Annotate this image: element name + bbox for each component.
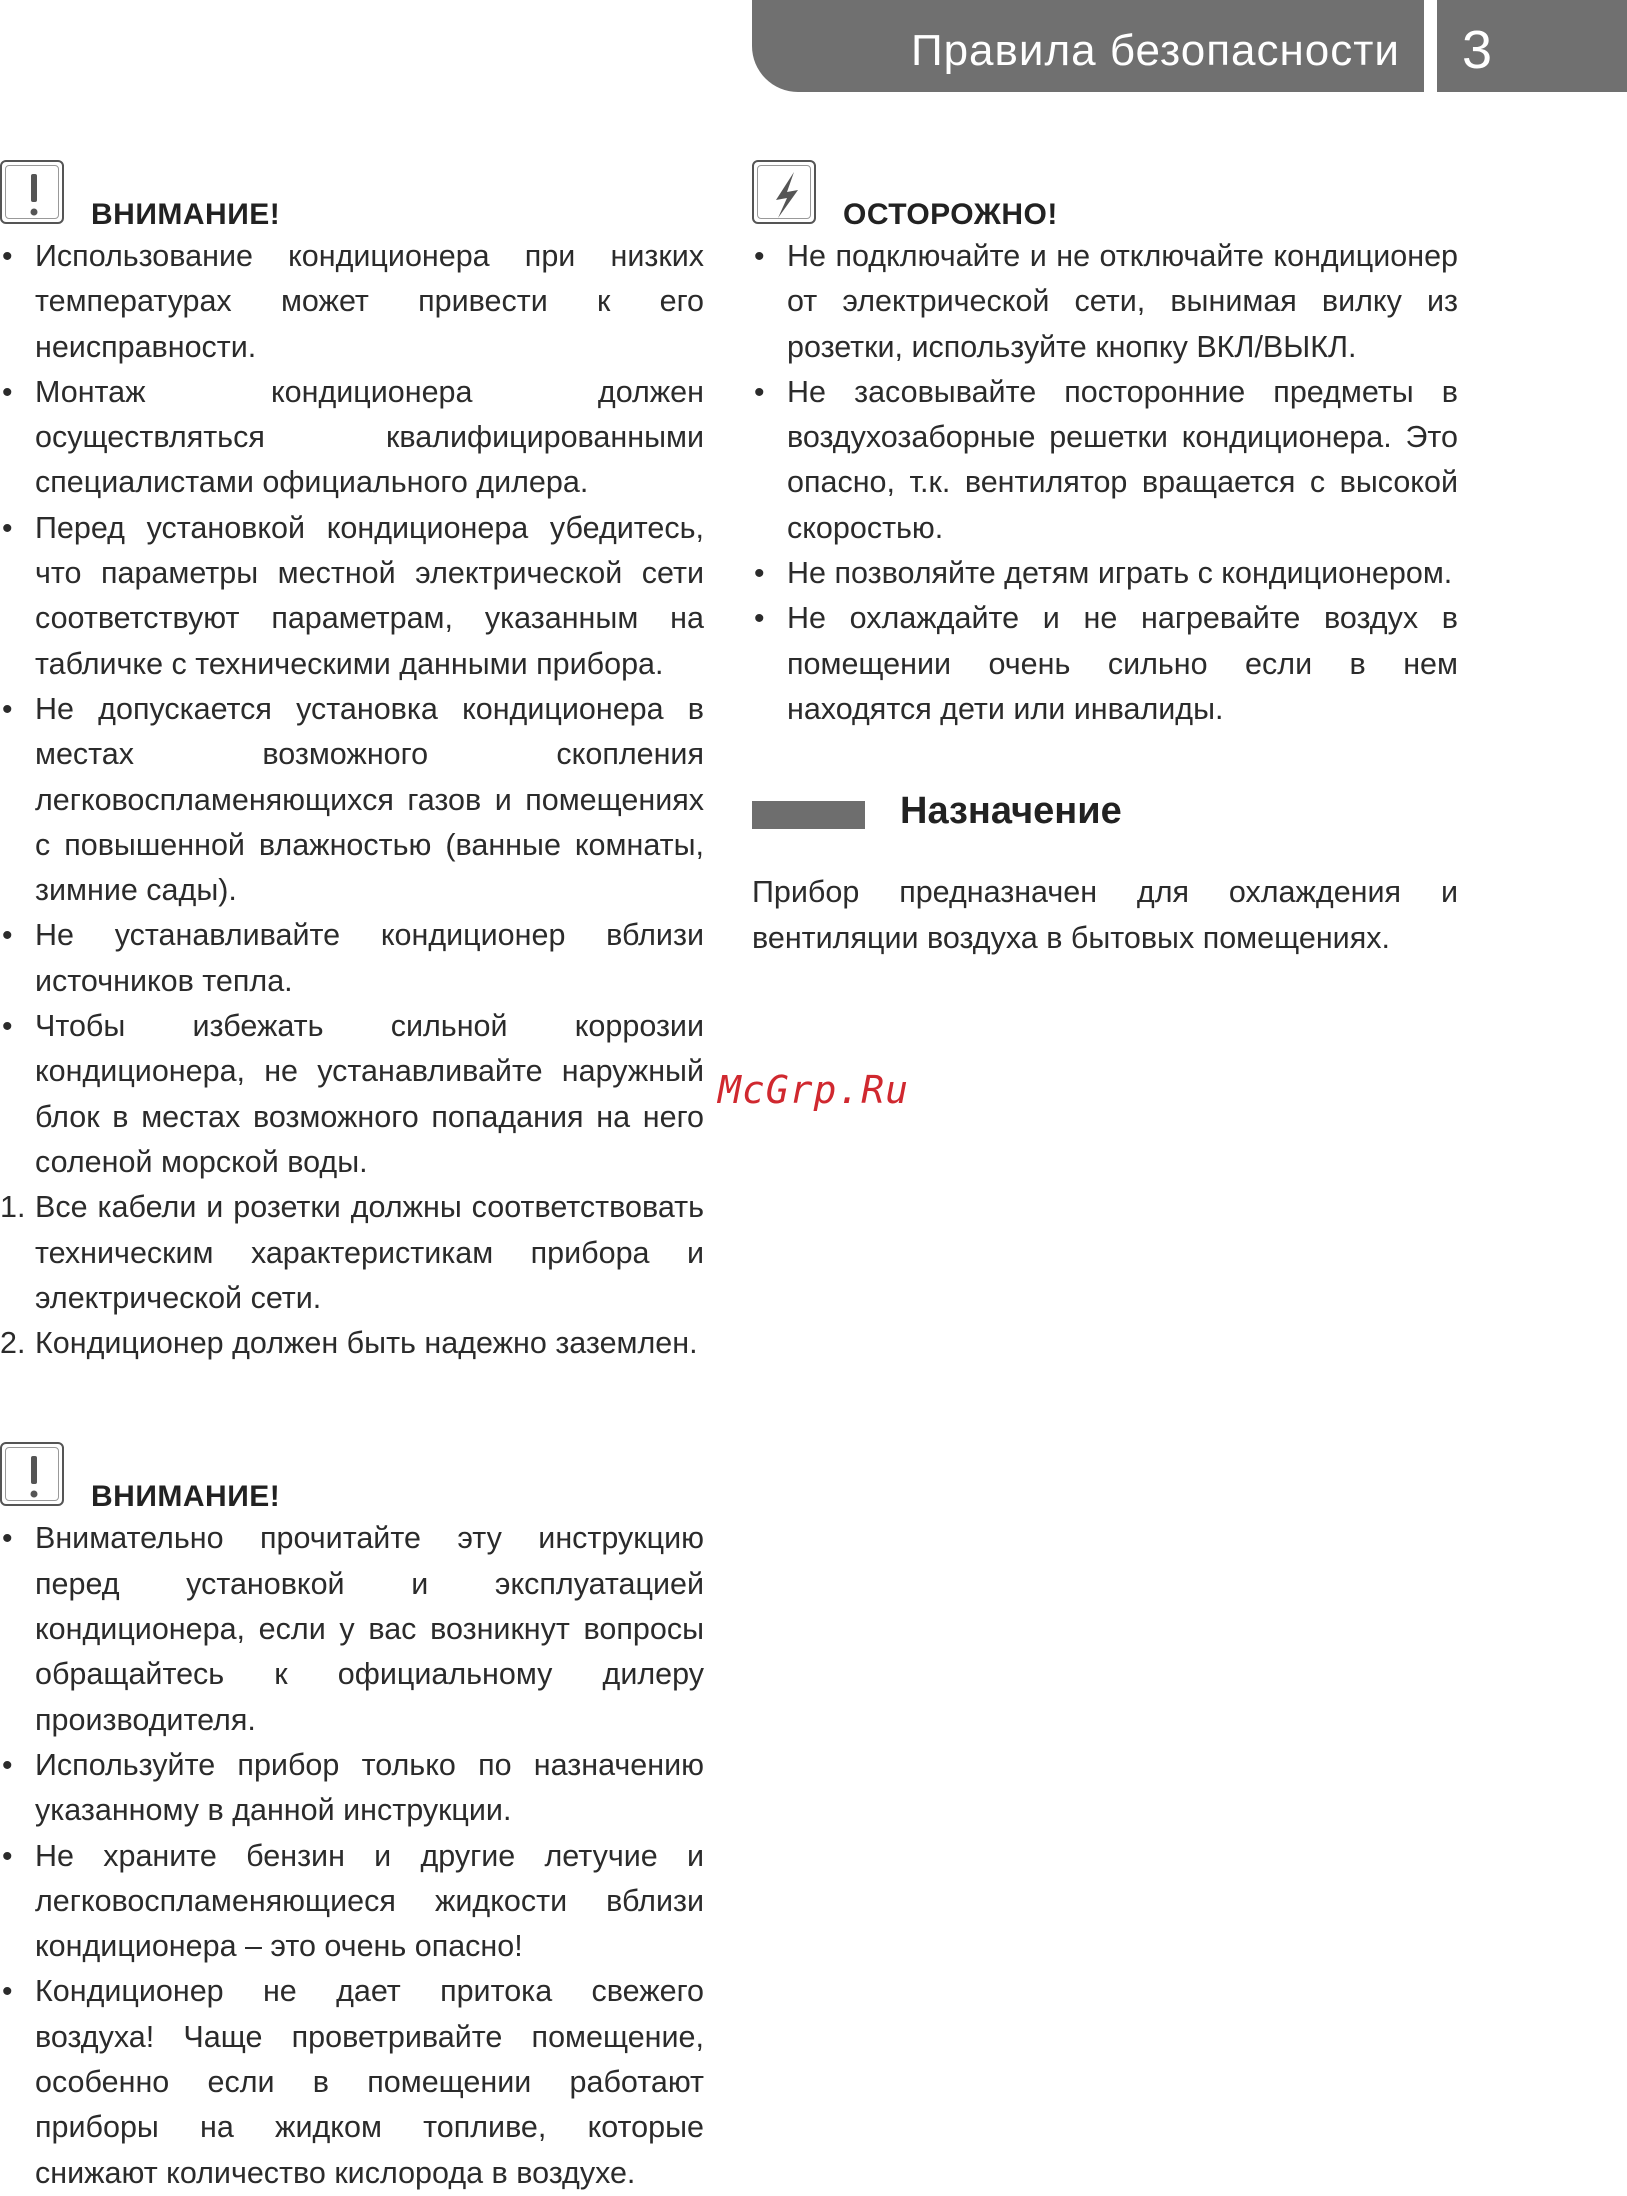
item-text: Кондиционер должен быть надежно заземлен. xyxy=(35,1326,698,1361)
list-item: • Перед установкой кондиционера убедитесь, что параметры местной электрической сети соответствуют параметрам, указанным на табличке с техническими данными прибора. xyxy=(0,506,704,687)
left-column xyxy=(0,158,704,2196)
list-item: • Используйте прибор только по назначению указанному в данной инструкции. xyxy=(0,1743,704,1834)
exclamation-icon xyxy=(0,1442,64,1506)
section-header xyxy=(752,780,1458,840)
watermark: McGrp.Ru xyxy=(718,1068,910,1112)
numbered-item xyxy=(0,1185,704,1321)
list-item: • Не подключайте и не отключайте кондиционер от электрической сети, вынимая вилку из розетки, используйте кнопку ВКЛ/ВЫКЛ. xyxy=(752,234,1458,370)
list-item: • Не охлаждайте и не нагревайте воздух в помещении очень сильно если в нем находятся дети или инвалиды. xyxy=(752,596,1458,732)
exclamation-icon xyxy=(0,160,64,224)
header-separator xyxy=(1424,0,1437,92)
list-item: • Чтобы избежать сильной коррозии кондиционера, не устанавливайте наружный блок в местах возможного попадания на него соленой морской воды. xyxy=(0,1004,704,1185)
notice-header xyxy=(0,158,704,234)
right-column xyxy=(752,158,1458,961)
list-item: • Монтаж кондиционера должен осуществляться квалифицированными специалистами официального дилера. xyxy=(0,370,704,506)
item-number: 1. xyxy=(0,1190,26,1225)
item-text: Все кабели и розетки должны соответствовать техническим характеристикам прибора и электрической сети. xyxy=(35,1190,704,1315)
notice-list xyxy=(0,234,704,1185)
notice-header xyxy=(0,1440,704,1516)
list-item: • Использование кондиционера при низких температурах может привести к его неисправности. xyxy=(0,234,704,370)
page-title: Правила безопасности xyxy=(910,26,1400,75)
lightning-icon xyxy=(752,160,816,224)
list-item: • Не храните бензин и другие летучие и легковоспламеняющиеся жидкости вблизи кондиционера – это очень опасно! xyxy=(0,1834,704,1970)
notice-list xyxy=(0,1516,704,2195)
page-number: 3 xyxy=(1461,20,1493,80)
notice-block-2 xyxy=(0,1440,704,2195)
list-item: • Не устанавливайте кондиционер вблизи источников тепла. xyxy=(0,913,704,1004)
purpose-text: Прибор предназначен для охлаждения и вентиляции воздуха в бытовых помещениях. xyxy=(752,875,1458,955)
numbered-item xyxy=(0,1321,704,1366)
notice-title: ВНИМАНИЕ! xyxy=(91,198,281,231)
list-item: • Не позволяйте детям играть с кондиционером. xyxy=(752,551,1458,596)
list-item: • Не засовывайте посторонние предметы в воздухозаборные решетки кондиционера. Это опасно, т.к. вентилятор вращается с высокой скоростью. xyxy=(752,370,1458,551)
item-number: 2. xyxy=(0,1326,26,1361)
list-item: • Внимательно прочитайте эту инструкцию перед установкой и эксплуатацией кондиционера, если у вас возникнут вопросы обращайтесь к официальному дилеру производителя. xyxy=(0,1516,704,1742)
numbered-list xyxy=(0,1185,704,1366)
caution-header xyxy=(752,158,1458,234)
notice-title: ВНИМАНИЕ! xyxy=(91,1480,281,1514)
section-title: Назначение xyxy=(900,790,1122,833)
caution-list xyxy=(752,234,1458,732)
list-item: • Не допускается установка кондиционера в местах возможного скопления легковоспламеняющихся газов и помещениях с повышенной влажностью (ванные комнаты, зимние сады). xyxy=(0,687,704,913)
section-bar xyxy=(752,801,865,829)
list-item: • Кондиционер не дает притока свежего воздуха! Чаще проветривайте помещение, особенно если в помещении работают приборы на жидком топливе, которые снижают количество кислорода в воздухе. xyxy=(0,1969,704,2195)
caution-title: ОСТОРОЖНО! xyxy=(843,198,1058,231)
